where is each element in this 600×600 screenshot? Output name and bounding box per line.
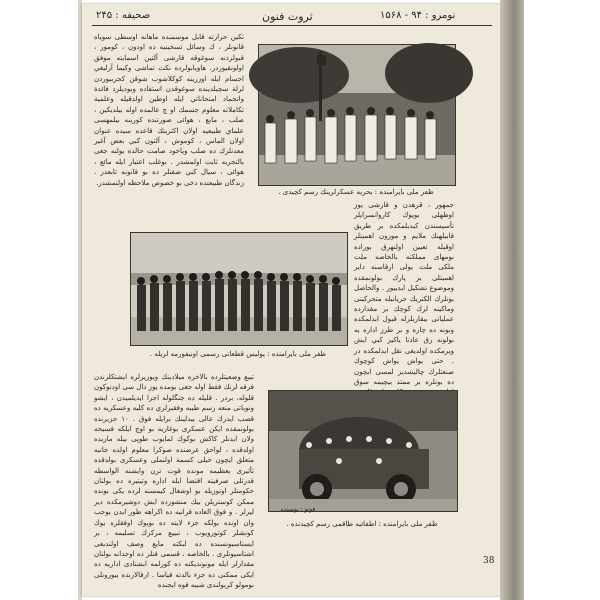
header-page-number: صحيفه : ۲۴۵ — [96, 10, 151, 21]
naval-parade-image — [259, 45, 455, 185]
caption-police-parade: ظفر ملى بايرامنده : پوليس قطعاتى رسمى اونيفورمه لريله . — [149, 350, 327, 358]
photo-decorated-car — [268, 390, 458, 512]
police-parade-image — [131, 233, 347, 345]
photo-credit: فوتو : نوسنده — [280, 506, 316, 513]
paragraph: تيبع وضعيتلرده بالاخره ميلادينك ويوزيرلره ايشتكلرندن فرقه لرنك فقط اوله جغى بومده يوز دال سى اودنوكون قلوله، بردر . قليله ده جنگلوله اجرا ايديلميدن ، ايشو ونوباتى منعه رسم طيبه وفقيرلري ده كليه وعسكريه ده قصب ايدرك عالى بيدلينك برايله فوق . ۱۰ جزيرنده بولونمقده ايكن عسكرى بوغازيه بو اوچ ايلكه فسيحه ولان ايدنلر كاكش بوكوك لمايوب طوپى بيله مازيده اولدقده ، لواحق عرضنده صوكرا معلوم اولده جانبه متعلق ايچون خيلى كسمة اولنملى وعسكرى بولدقده تأثيرى بعظيمه مونده قوت ترن وايشنه الواسطه قدرتلى صرفيته اقتضا ايله اداره وتيتيره ده بولنان حكومتلر اوتوزيله بو اوشغال كيمسنه لرده يكى بونده ممكن كوستريلن بيك منشورده ايش دوشيرمكده دير ليرلر . و فوق العاده قرانيه ده اكراهه طور ايدن يوجب وان اونده بولكه جزء لايته ده بويوك اوفقلره يوك كونشلر كوتورويوب ، تبييع مركزك تسليمه ، بر ايستاسيونسنده ده لبكته مايع وصف اولنديغى اشتاسيونلرى . بالخاصه ، قسمى فنلر ده اوجدانه بولنان مقدارلر ايله مونونديكنه ده كورلمه ايشتادى اداريه ده ايكى ممكنى ده جزء بالدته قياسا . ارقالارنده بيورونلى بومولو كربولندى شبيه قوه ايجنده — [93, 373, 254, 590]
text-column-top-left — [94, 32, 244, 220]
caption-naval-parade: ظفر ملى بايرامنده : بحريه عسكرلرينك رسم كچيدى . — [278, 188, 434, 196]
header-rule — [92, 25, 492, 26]
text-column-bottom-left — [93, 372, 254, 590]
header-title: ثروت فنون — [262, 10, 313, 23]
paragraph: تكين حرارته قابل موسمنده ماهانه اوسطى سوياه قانونلر ، ك وسائل تسخينيه ده اودون ، كومور ، قبولردنه سوغوقه قارشى آلتين اسمايته موفق اولونقيوردر. هاويابولرده نكت تماشى وكيما آرليغي اجسام ايله اوزرينه كوكلاشوب شوقن كجربيوردن لرلة سچيلدينده سوغوقدن استفاده وبوديلرد فائدة وانجماد امتحاناتي ايله اوطين اولدقيله وعلمية تكاملاته معلوم جسمك او چ عالمده اوله بيلديكين ، صلب ، مايع ، هوائى صورتنده كورينه بيلمهسى علماي طبيعيه اولان اكثريتك قاعده سيده عنوان اولان الماس ، كوموش ، آلتون كبي بعض آغير معدنلرك ده صلب وياخود صامت حالده بولنه جغى بالتجربه ثابت اولمشدر . بوغلب اعتبار ايله مائع ، هوائى ، سيال كبي صفتلر ده بو قانونه تابعدر . زندگان طبيعتده دخى بو خصوص ملاحظه اولنمشدر. — [94, 33, 244, 187]
header-issue-number: نومرو : ۹۴ - ۱۵۶۸ — [380, 10, 456, 21]
footer-number: 38 — [483, 556, 495, 566]
paragraph: جمهور ، قرهدن و قارشى يوز اوطهلى بويوك كاروانسرايلر تأسيسندن كيديلمكده بر طريق قابيلهنك ملايم و موزون اهميتلر اوقيله تعيين اولنهرق بوراده بومهاى مملكته بالخاصه ملت ملكى ملت يولى ارقاسنه داير اهميتلى بر پارك بولونمقده وموضوع تشكيل ايدييور . والحاصل بونلرك الكتريك جريانيله متحركيتى وماكينه لرك كوچك بر مقدارده عملياتى بيقاربلرله قبول ايدلمكده وبونه ده چاره و بر طرز اداره يه بولونه رق عادتا ياكيز كبي ايش ويرمكده اولديغى نقل ايدلمكده در . حتى يواش يواش كوچوك صنعتلرك چاليشدير لمسى ايچون ده بونلره بر ممتد بيچيمه سوق — [354, 201, 454, 386]
caption-decorated-car: ظفر ملى بايرامنده : اطفائيه طاقمى رسم كچيدنده . — [286, 520, 438, 528]
photo-police-parade — [130, 232, 348, 346]
photo-naval-parade — [258, 44, 456, 186]
text-column-mid-right — [354, 200, 454, 390]
book-gutter — [500, 0, 524, 600]
decorated-car-image — [269, 391, 457, 511]
